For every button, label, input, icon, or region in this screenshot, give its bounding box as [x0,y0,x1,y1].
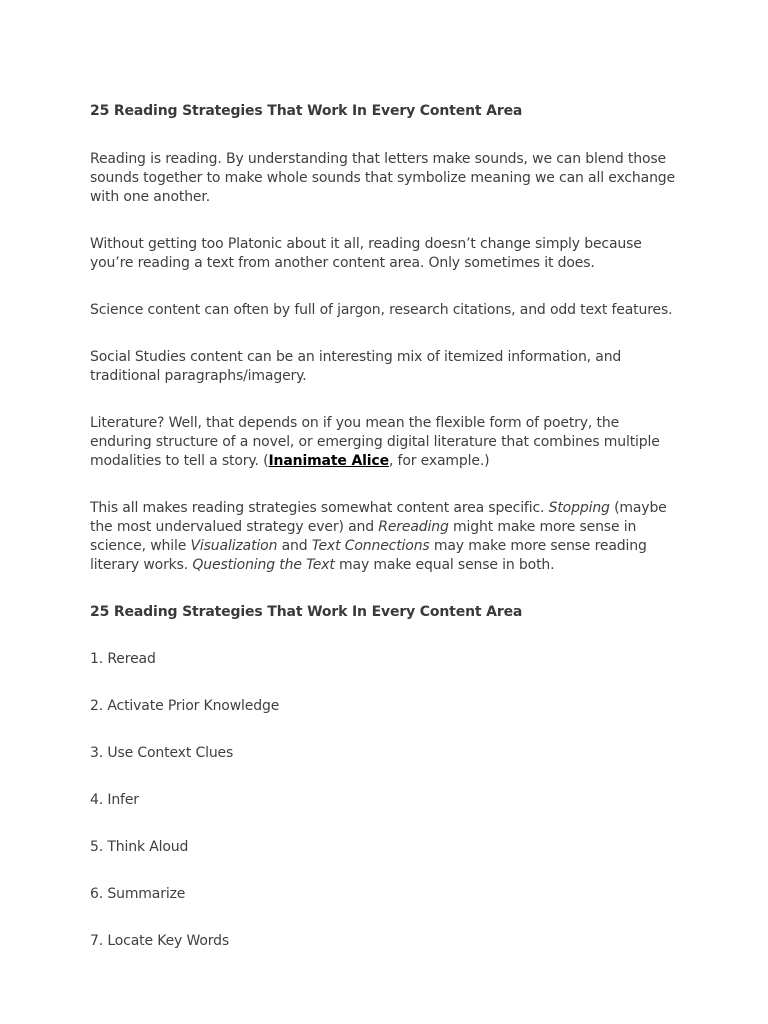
inanimate-alice-link[interactable]: Inanimate Alice [268,453,389,469]
strategy-questioning: Questioning the Text [192,557,335,573]
strategies-text: This all makes reading strategies somewhat content area specific. [90,500,549,516]
strategy-text-connections: Text Connections [311,538,430,554]
paragraph-science: Science content can often by full of jargon, research citations, and odd text features. [90,302,673,318]
strategies-text: might make more sense in science, while [90,519,637,554]
list-item: 1. Reread [90,651,156,667]
paragraph-intro: Reading is reading. By understanding that letters make sounds, we can blend those sounds together to make whole sounds that symbolize meaning we can all exchange with one another. [90,151,675,205]
list-item: 4. Infer [90,792,139,808]
paragraph-strategies [90,499,682,575]
list-item: 5. Think Aloud [90,839,189,855]
list-item: 7. Locate Key Words [90,933,230,949]
strategies-text: and [277,538,312,554]
paragraph-literature [90,414,682,471]
list-heading: 25 Reading Strategies That Work In Every Content Area [90,604,523,620]
list-item: 3. Use Context Clues [90,745,234,761]
paragraph-social-studies: Social Studies content can be an interesting mix of itemized information, and traditional paragraphs/imagery. [90,349,622,384]
strategies-text: may make more sense reading literary works. [90,538,647,573]
paragraph-platonic: Without getting too Platonic about it all, reading doesn’t change simply because you’re reading a text from another content area. Only sometimes it does. [90,236,642,271]
paragraph-literature-text: Literature? Well, that depends on if you mean the flexible form of poetry, the enduring structure of a novel, or emerging digital literature that combines multiple modalities to tell a story. ( [90,415,660,469]
strategies-text: may make equal sense in both. [334,557,555,573]
strategy-rereading: Rereading [378,519,449,535]
paragraph-literature-text-end: , for example.) [388,453,490,469]
strategies-text: (maybe the most undervalued strategy ever) and [90,500,667,535]
article-body [90,102,682,979]
strategy-visualization: Visualization [190,538,278,554]
list-item: 6. Summarize [90,886,186,902]
list-item: 2. Activate Prior Knowledge [90,698,280,714]
article-title: 25 Reading Strategies That Work In Every Content Area [90,103,523,119]
strategy-stopping: Stopping [548,500,610,516]
